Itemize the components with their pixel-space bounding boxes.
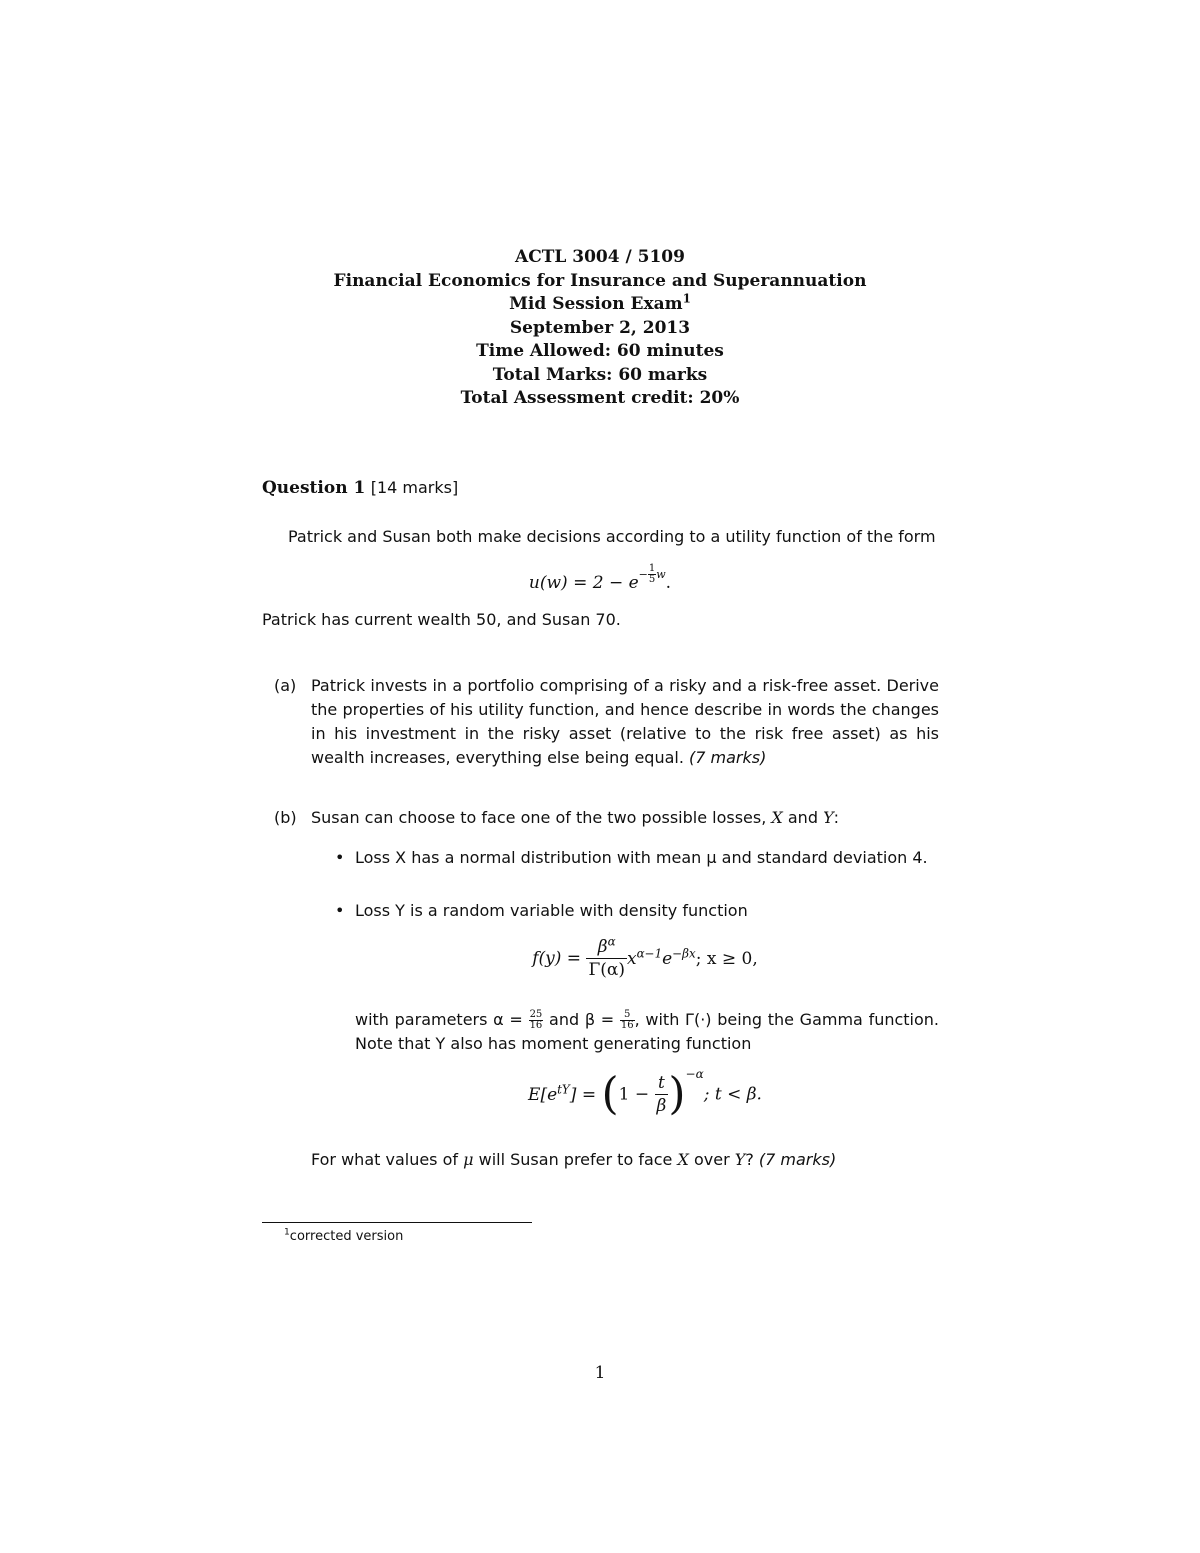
mgf-one-minus: 1 − (618, 1084, 650, 1105)
density-x: x (627, 948, 637, 969)
density-lhs: f(y) = (532, 948, 582, 969)
part-b-question-y: Y (734, 1150, 746, 1169)
mgf-right-paren: ) (668, 1068, 686, 1120)
part-b-intro-x: X (771, 808, 783, 827)
density-e-sup: −βx (672, 945, 696, 960)
part-a-text (311, 674, 939, 770)
part-a-body: Patrick invests in a portfolio comprising of a risky and a risk-free asset. Derive the properties of his utility function, and hence describe in words the changes in his investment in the risky asset (relative to the risk free asset) as his wealth increases, everything else being equal. (311, 676, 939, 767)
exam-name-text: Mid Session Exam (509, 294, 683, 314)
part-b-question-over: over (693, 1150, 730, 1169)
params-text-1: with parameters α = (355, 1010, 523, 1029)
utility-exp-var: w (656, 567, 666, 581)
footnote-mark: 1 (284, 1227, 290, 1238)
part-b-label: (b) (274, 808, 297, 827)
mgf-lhs2: ] = (569, 1084, 597, 1105)
exam-date: September 2, 2013 (509, 318, 691, 338)
bullet-dot-1: • (335, 848, 345, 867)
density-den: Γ(α) (588, 960, 625, 980)
mgf-sup: tY (557, 1081, 570, 1096)
footnote-rule (262, 1222, 532, 1223)
beta-den: 16 (620, 1020, 634, 1031)
mgf-left-paren: ( (601, 1068, 619, 1120)
part-b-intro-and: and (787, 808, 818, 827)
part-a-marks: (7 marks) (689, 748, 767, 767)
part-b-question (311, 1148, 939, 1172)
params-text-2: and β = (549, 1010, 615, 1029)
mgf-frac-num: t (655, 1072, 669, 1095)
density-cond: ; x ≥ 0, (695, 948, 758, 969)
part-b-question-pre: For what values of (311, 1150, 459, 1169)
assessment-credit: Total Assessment credit: 20% (460, 388, 740, 408)
part-b-intro-post: : (833, 808, 840, 827)
density-equation (0, 936, 1200, 981)
part-a-label: (a) (274, 676, 297, 695)
density-num-sup: α (607, 934, 616, 949)
footnote-text: corrected version (289, 1229, 404, 1244)
part-b-question-mid: will Susan prefer to face (478, 1150, 673, 1169)
wealth-statement: Patrick has current wealth 50, and Susan 70. (262, 610, 621, 629)
page-number: 1 (594, 1363, 606, 1383)
mgf-exponent: −α (685, 1067, 704, 1082)
utility-exponent-fraction (648, 564, 656, 585)
mgf-equation (0, 1067, 1200, 1120)
density-e: e (662, 948, 673, 969)
density-num: β (597, 937, 608, 957)
utility-lhs: u(w) = 2 − e (528, 573, 639, 594)
beta-fraction (620, 1010, 635, 1031)
part-b-question-x: X (677, 1150, 689, 1169)
exam-name (0, 293, 1200, 316)
part-b-question-end: ? (745, 1150, 754, 1169)
utility-equation: $u(w) = 2 - e^{- \frac{1}{5} w}$. (528, 563, 672, 594)
part-b-question-mu: μ (463, 1150, 474, 1169)
part-b-intro-pre: Susan can choose to face one of the two possible losses, (311, 808, 767, 827)
beta-num: 5 (620, 1010, 635, 1021)
question-number: Question 1 (262, 478, 366, 498)
density-fraction (586, 936, 627, 981)
part-b-intro (311, 806, 939, 830)
params-text-3: , with Γ(·) being the Gamma function. Note that Y also has moment generating function (355, 1010, 940, 1053)
parameters-text (355, 1008, 939, 1056)
alpha-den: 16 (529, 1020, 543, 1031)
alpha-fraction (529, 1010, 544, 1031)
density-x-sup: α−1 (636, 945, 663, 960)
bullet-dot-2: • (335, 901, 345, 920)
part-b-marks: (7 marks) (758, 1150, 837, 1169)
mgf-fraction (655, 1072, 669, 1117)
question-marks: [14 marks] (370, 478, 459, 497)
utility-exp-num: 1 (648, 563, 656, 574)
time-allowed: Time Allowed: 60 minutes (476, 341, 724, 361)
mgf-lhs: E[e (528, 1084, 558, 1105)
mgf-frac-den: β (656, 1096, 667, 1116)
question-intro: Patrick and Susan both make decisions according to a utility function of the form (288, 527, 936, 546)
alpha-num: 25 (529, 1009, 543, 1020)
course-code: ACTL 3004 / 5109 (515, 247, 685, 267)
footnote (284, 1228, 403, 1246)
total-marks: Total Marks: 60 marks (492, 365, 708, 385)
part-b-intro-y: Y (823, 808, 834, 827)
course-title: Financial Economics for Insurance and Superannuation (333, 271, 867, 291)
mgf-cond: ; t < β. (703, 1084, 762, 1105)
exam-footnote-mark: 1 (682, 291, 691, 306)
utility-exp-den: 5 (648, 574, 656, 585)
bullet-2-text: Loss Y is a random variable with density function (355, 901, 748, 920)
question-heading (262, 476, 458, 500)
bullet-1-text: Loss X has a normal distribution with mean μ and standard deviation 4. (355, 848, 928, 867)
